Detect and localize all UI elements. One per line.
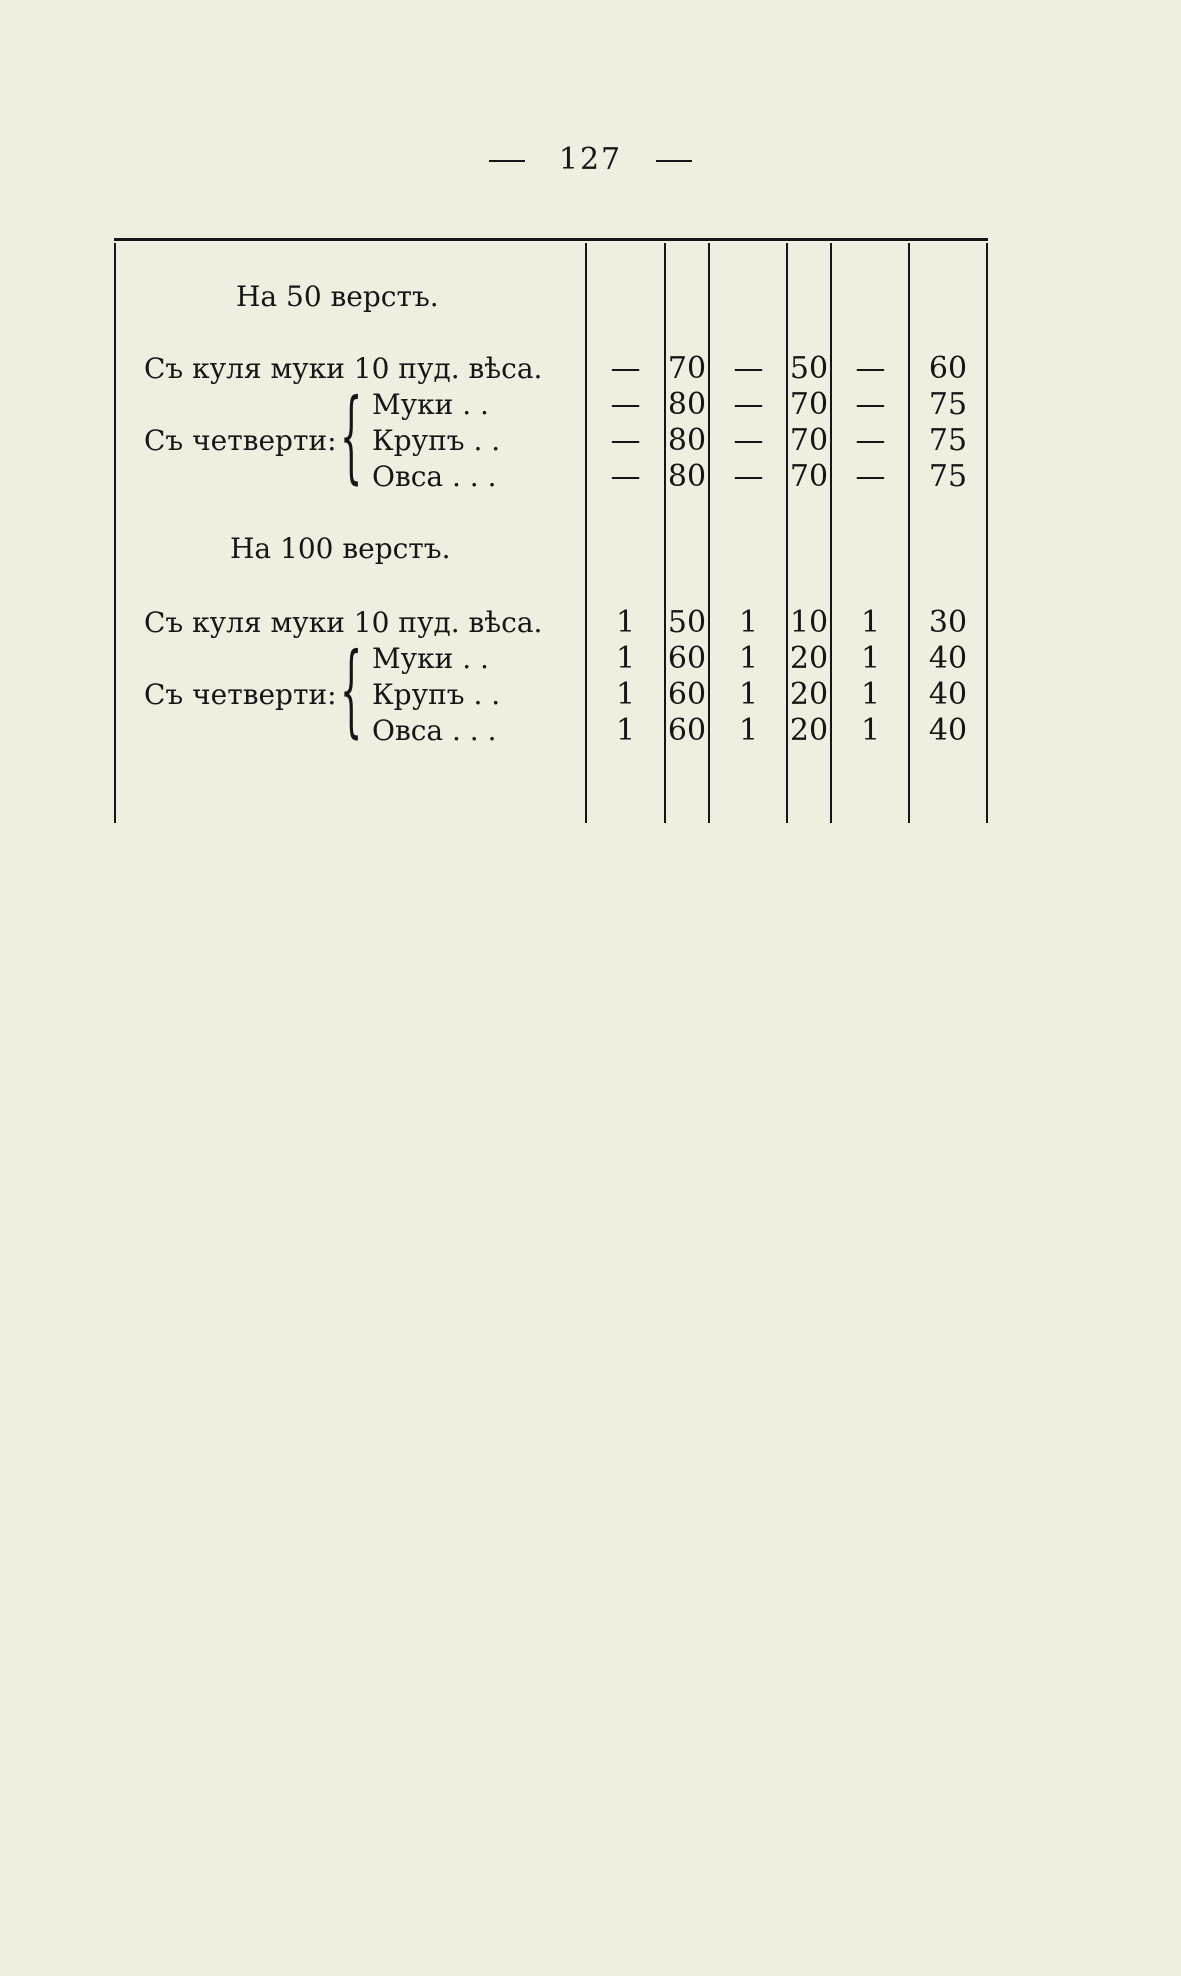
table-cell: 1 [860, 677, 881, 712]
table-cell: — [610, 351, 641, 386]
table-cell: 50 [789, 351, 829, 386]
table-cell: 60 [667, 713, 707, 748]
table-cell: — [855, 459, 886, 494]
table-cell: 20 [789, 677, 829, 712]
table-cell: — [733, 459, 764, 494]
table-cell: — [733, 351, 764, 386]
table-cell: 10 [789, 605, 829, 640]
table-cell: 1 [738, 605, 759, 640]
table-cell: 40 [928, 713, 968, 748]
group-brace: { [340, 377, 363, 494]
freight-rate-table [114, 238, 988, 824]
table-cell: 1 [738, 713, 759, 748]
table-cell: 40 [928, 641, 968, 676]
row-label: Овса . . . [372, 714, 497, 747]
table-cell: 1 [738, 641, 759, 676]
table-cell: 75 [928, 387, 968, 422]
table-cell: 70 [667, 351, 707, 386]
row-label: Съ куля муки 10 пуд. вѣса. [144, 352, 543, 385]
table-cell: 70 [789, 459, 829, 494]
row-label: Овса . . . [372, 460, 497, 493]
table-cell: 75 [928, 423, 968, 458]
table-cell: 80 [667, 459, 707, 494]
group-label: Съ четверти: [144, 678, 337, 711]
table-cell: — [855, 387, 886, 422]
table-cell: 80 [667, 387, 707, 422]
row-label: Крупъ . . [372, 424, 501, 457]
table-cell: 80 [667, 423, 707, 458]
table-cell: 70 [789, 423, 829, 458]
table-top-rule [114, 238, 988, 241]
table-cell: 1 [615, 641, 636, 676]
table-cell: — [855, 423, 886, 458]
table-cell: 1 [615, 713, 636, 748]
table-cell: 1 [615, 605, 636, 640]
table-cell: 70 [789, 387, 829, 422]
table-cell: 60 [667, 677, 707, 712]
table-left-border [114, 243, 116, 823]
page-dash-right [656, 160, 692, 162]
table-cell: — [733, 423, 764, 458]
page-number [0, 142, 1181, 177]
section-heading: На 50 верстъ. [236, 280, 439, 313]
page-number-text: 127 [558, 142, 623, 177]
row-label: Съ куля муки 10 пуд. вѣса. [144, 606, 543, 639]
table-cell: 20 [789, 641, 829, 676]
table-cell: 75 [928, 459, 968, 494]
table-cell: 1 [860, 605, 881, 640]
table-cell: 30 [928, 605, 968, 640]
table-cell: 40 [928, 677, 968, 712]
table-cell: — [610, 387, 641, 422]
table-cell: — [733, 387, 764, 422]
table-cell: 50 [667, 605, 707, 640]
table-cell: 1 [860, 713, 881, 748]
row-label: Крупъ . . [372, 678, 501, 711]
group-label: Съ четверти: [144, 424, 337, 457]
table-cell: — [610, 459, 641, 494]
section-heading: На 100 верстъ. [230, 532, 451, 565]
bleed-through-title [118, 848, 128, 922]
table-right-border [986, 243, 988, 823]
table-cell: 1 [860, 641, 881, 676]
row-label: Муки . . [372, 388, 489, 421]
page-dash-left [489, 160, 525, 162]
row-label: Муки . . [372, 642, 489, 675]
table-cell: 20 [789, 713, 829, 748]
table-cell: 60 [928, 351, 968, 386]
group-brace: { [340, 631, 363, 748]
table-cell: 1 [738, 677, 759, 712]
table-cell: 60 [667, 641, 707, 676]
table-cell: 1 [615, 677, 636, 712]
table-cell: — [610, 423, 641, 458]
table-cell: — [855, 351, 886, 386]
